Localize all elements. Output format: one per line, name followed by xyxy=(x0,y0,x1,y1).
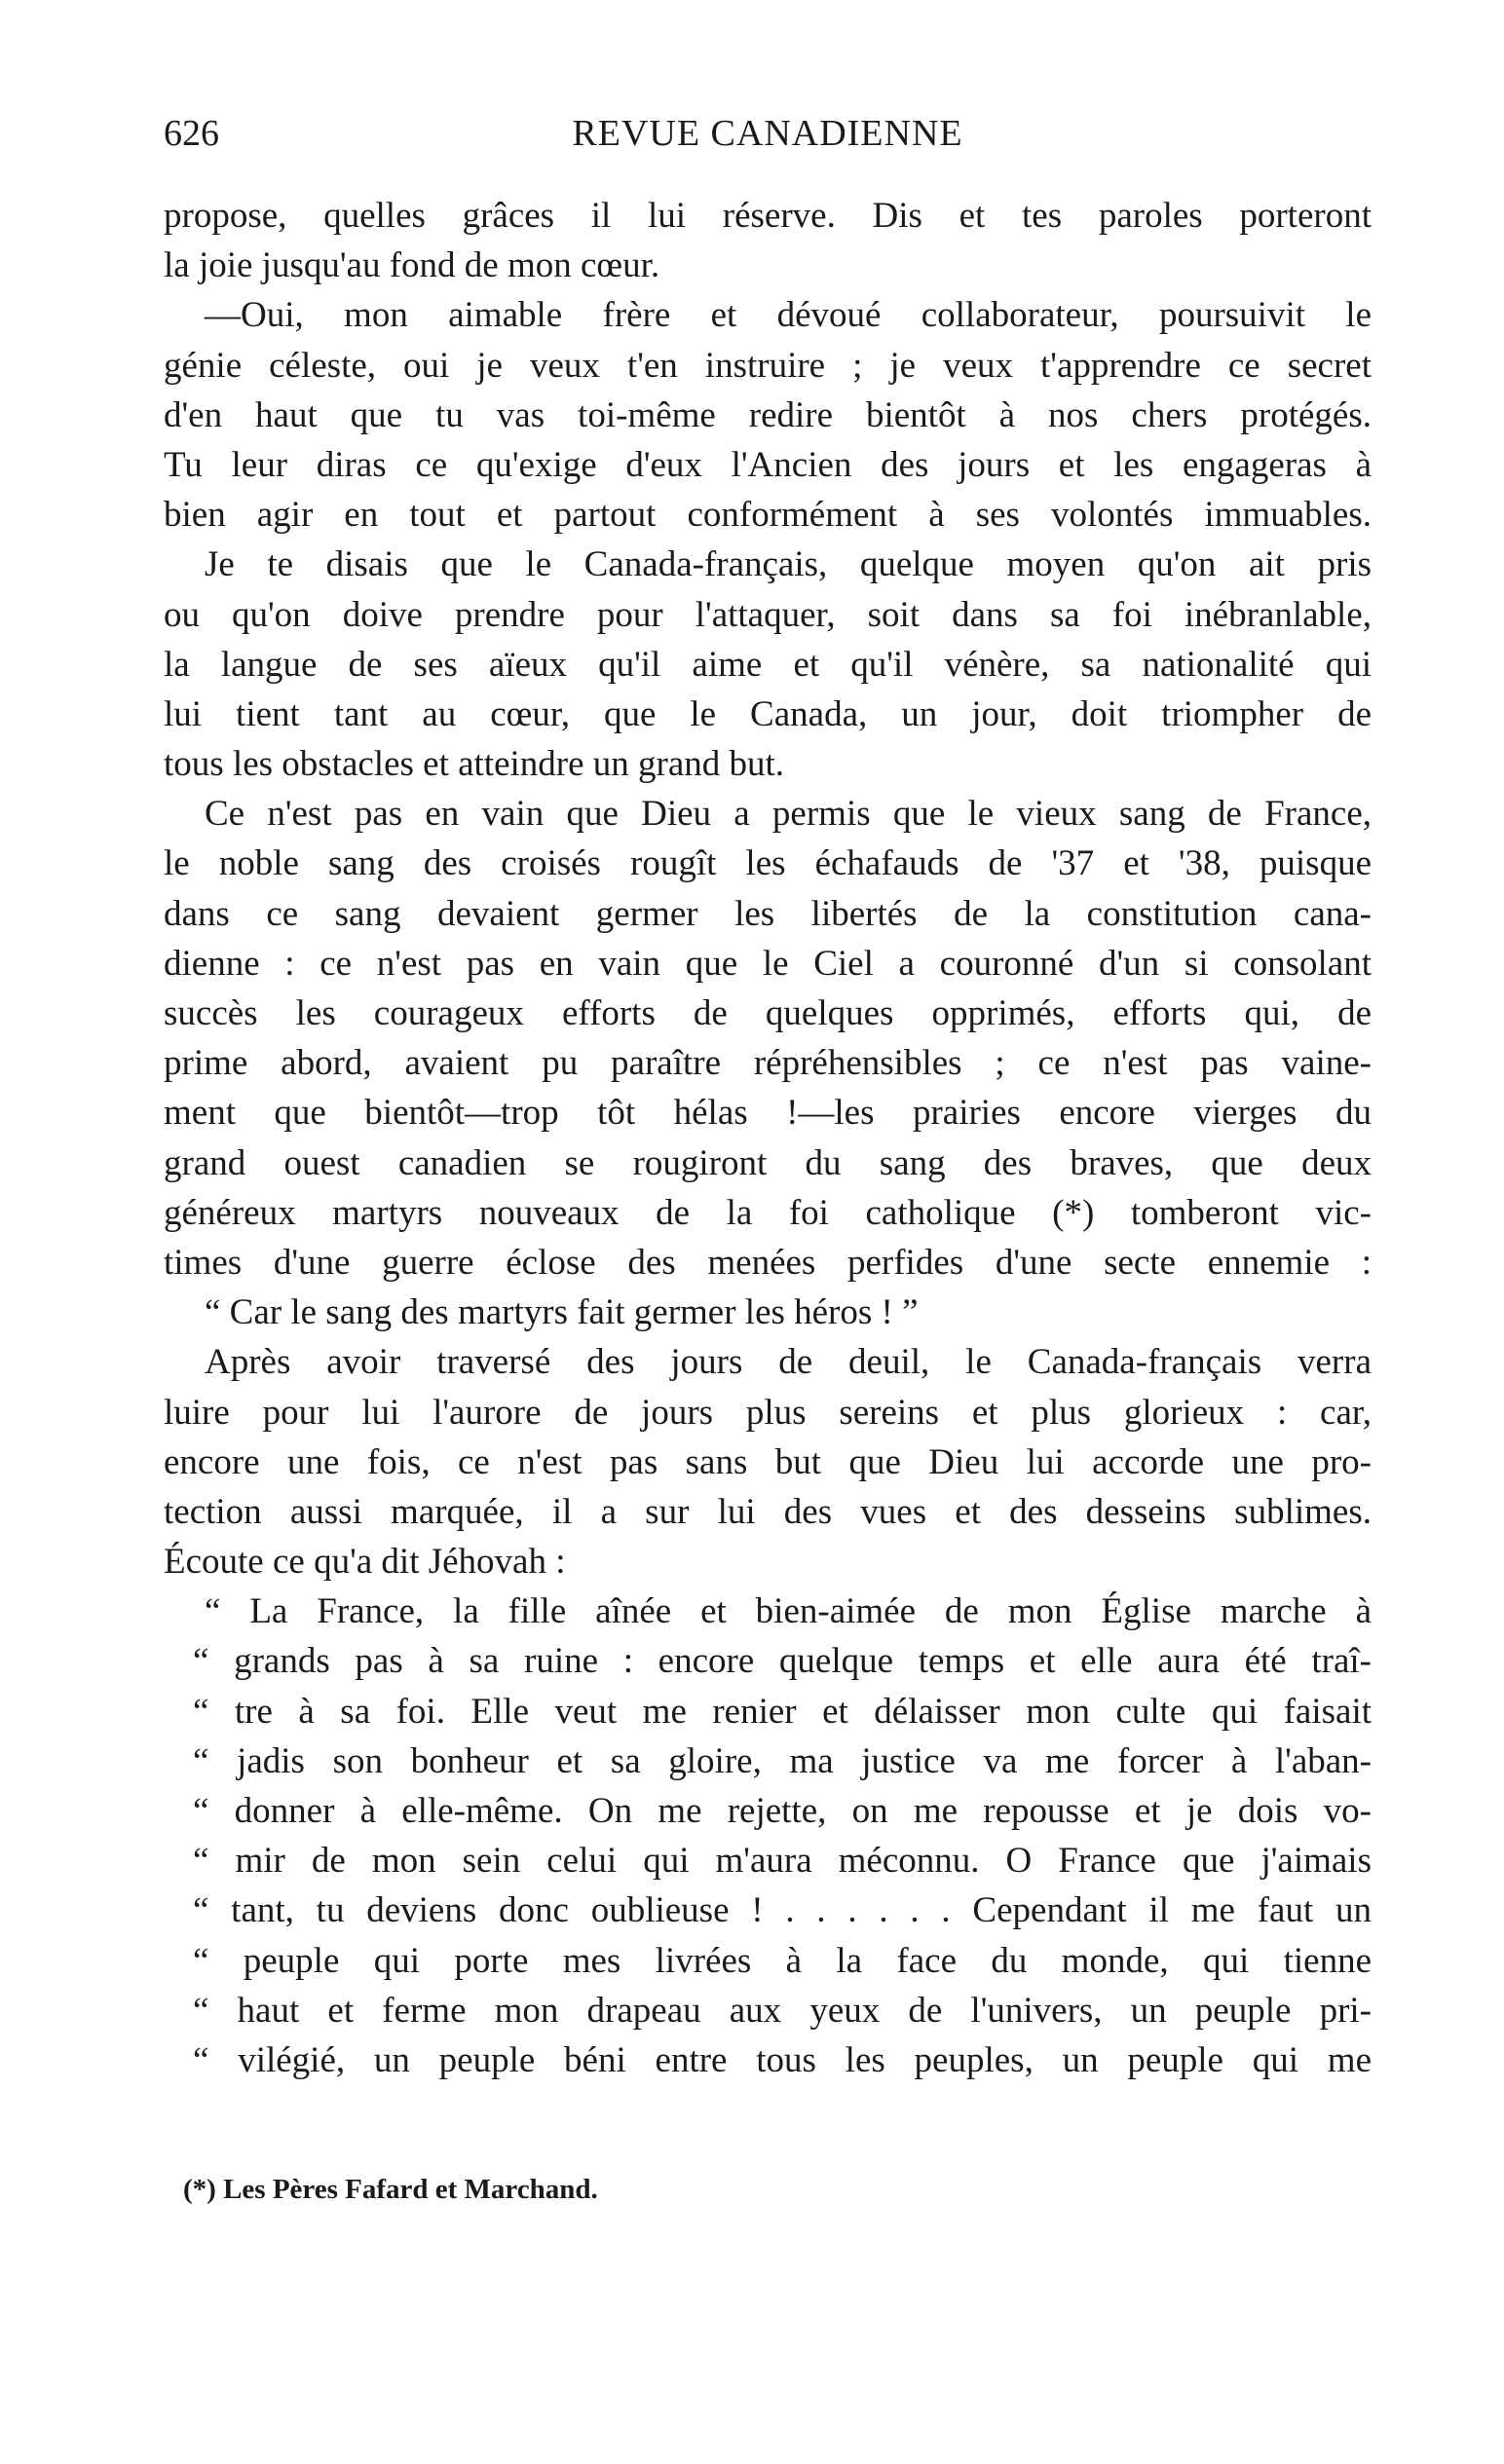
text-line: Tu leur diras ce qu'exige d'eux l'Ancien des jours et les engageras à xyxy=(164,444,1372,485)
text-line: ou qu'on doive prendre pour l'attaquer, soit dans sa foi inébranlable, xyxy=(164,594,1372,635)
text-line: “ tant, tu deviens donc oublieuse ! . . . . . . Cependant il me faut un xyxy=(193,1890,1372,1931)
text-line: tous les obstacles et atteindre un grand but. xyxy=(164,744,785,785)
text-line: “ La France, la fille aînée et bien-aimée de mon Église marche à xyxy=(205,1591,1372,1632)
text-line: Écoute ce qu'a dit Jéhovah : xyxy=(164,1542,566,1583)
text-line: ment que bientôt—trop tôt hélas !—les prairies encore vierges du xyxy=(164,1093,1372,1134)
text-line: “ haut et ferme mon drapeau aux yeux de l'univers, un peuple pri- xyxy=(193,1990,1372,2031)
running-title: REVUE CANADIENNE xyxy=(572,113,963,154)
text-line: Je te disais que le Canada-français, quelque moyen qu'on ait pris xyxy=(205,544,1372,585)
text-line: dienne : ce n'est pas en vain que le Ciel a couronné d'un si consolant xyxy=(164,943,1372,984)
text-line: d'en haut que tu vas toi-même redire bientôt à nos chers protégés. xyxy=(164,394,1372,435)
text-line: Après avoir traversé des jours de deuil, le Canada-français verra xyxy=(205,1342,1372,1383)
text-line: “ tre à sa foi. Elle veut me renier et délaisser mon culte qui faisait xyxy=(193,1691,1372,1732)
text-line: luire pour lui l'aurore de jours plus sereins et plus glorieux : car, xyxy=(164,1392,1372,1433)
text-line: la joie jusqu'au fond de mon cœur. xyxy=(164,245,660,286)
text-line: tection aussi marquée, il a sur lui des vues et des desseins sublimes. xyxy=(164,1491,1372,1532)
text-line: génie céleste, oui je veux t'en instruire ; je veux t'apprendre ce secret xyxy=(164,345,1372,386)
text-line: dans ce sang devaient germer les libertés de la constitution cana- xyxy=(164,893,1372,934)
text-line: la langue de ses aïeux qu'il aime et qu'il vénère, sa nationalité qui xyxy=(164,644,1372,685)
text-line: propose, quelles grâces il lui réserve. Dis et tes paroles porteront xyxy=(164,196,1372,236)
text-line: succès les courageux efforts de quelques opprimés, efforts qui, de xyxy=(164,993,1372,1033)
text-line: le noble sang des croisés rougît les échafauds de '37 et '38, puisque xyxy=(164,843,1372,884)
text-line: —Oui, mon aimable frère et dévoué collaborateur, poursuivit le xyxy=(205,295,1372,336)
text-line: généreux martyrs nouveaux de la foi catholique (*) tomberont vic- xyxy=(164,1192,1372,1233)
running-head xyxy=(164,109,1372,158)
text-line: bien agir en tout et partout conformément à ses volontés immuables. xyxy=(164,495,1372,536)
text-line: grand ouest canadien se rougiront du sang des braves, que deux xyxy=(164,1142,1372,1183)
page-number: 626 xyxy=(164,113,219,154)
text-line: Ce n'est pas en vain que Dieu a permis que le vieux sang de France, xyxy=(205,794,1372,835)
body-text xyxy=(164,191,1372,2085)
text-line: “ vilégié, un peuple béni entre tous les peuples, un peuple qui me xyxy=(193,2039,1372,2080)
text-line: “ grands pas à sa ruine : encore quelque temps et elle aura été traî- xyxy=(193,1641,1372,1682)
text-line: “ donner à elle-même. On me rejette, on me repousse et je dois vo- xyxy=(193,1791,1372,1831)
footnote: (*) Les Pères Fafard et Marchand. xyxy=(183,2174,598,2205)
text-line: “ peuple qui porte mes livrées à la face du monde, qui tienne xyxy=(193,1940,1372,1981)
text-line: prime abord, avaient pu paraître répréhensibles ; ce n'est pas vaine- xyxy=(164,1043,1372,1084)
text-line: encore une fois, ce n'est pas sans but que Dieu lui accorde une pro- xyxy=(164,1441,1372,1482)
text-line: “ Car le sang des martyrs fait germer les héros ! ” xyxy=(205,1292,919,1333)
text-line: “ mir de mon sein celui qui m'aura méconnu. O France que j'aimais xyxy=(193,1841,1372,1882)
text-line: times d'une guerre éclose des menées perfides d'une secte ennemie : xyxy=(164,1242,1372,1283)
text-line: lui tient tant au cœur, que le Canada, un jour, doit triompher de xyxy=(164,693,1372,734)
text-line: “ jadis son bonheur et sa gloire, ma justice va me forcer à l'aban- xyxy=(193,1740,1372,1781)
